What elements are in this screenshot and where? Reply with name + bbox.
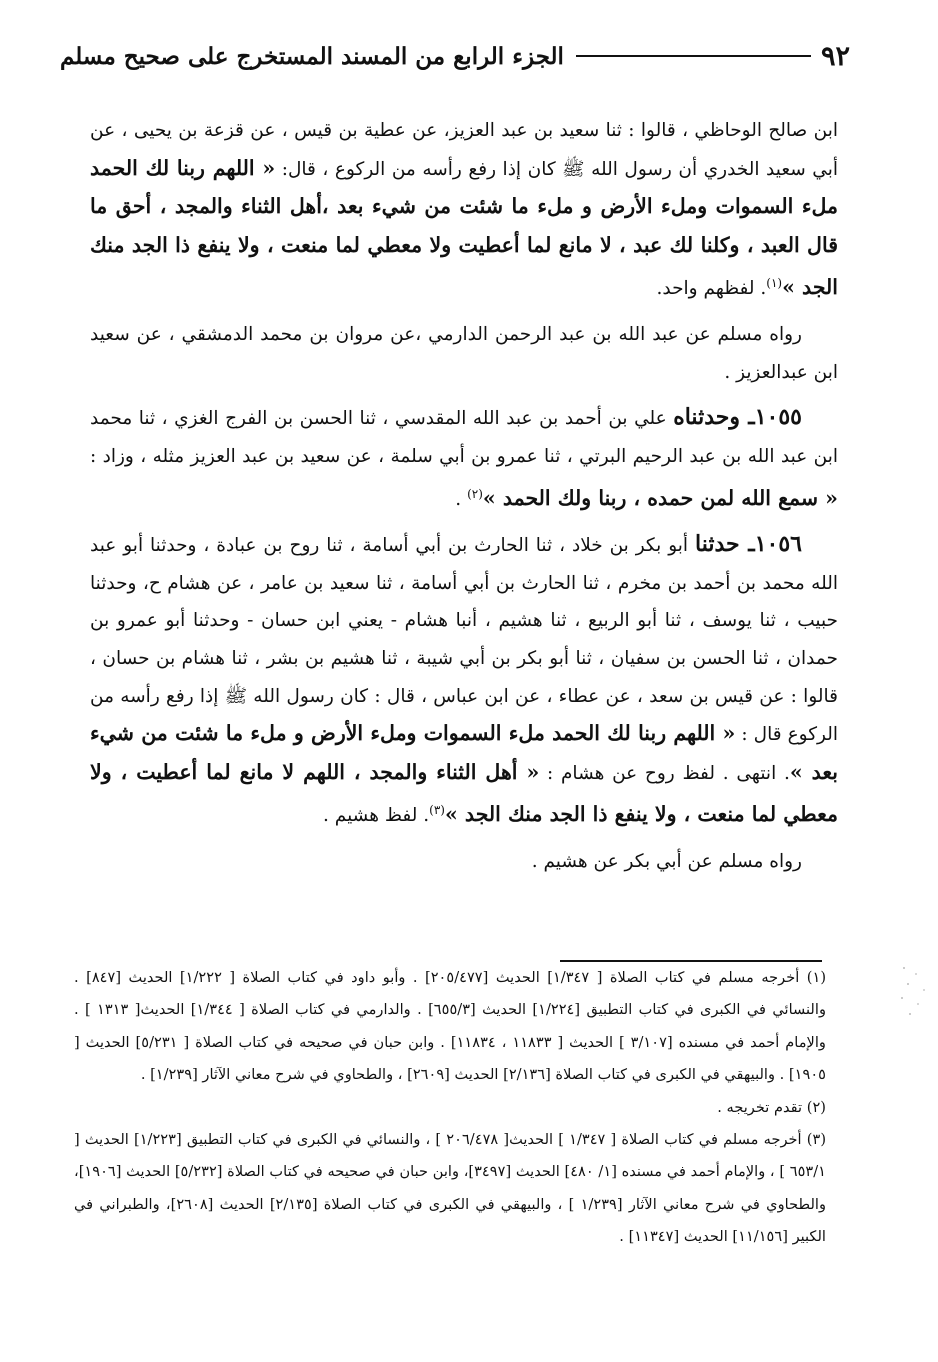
header-rule <box>576 55 811 57</box>
paragraph-2 <box>90 316 838 391</box>
hadith-quote: « اللهم ربنا لك الحمد ملء السموات وملء الأرض و ملء ما شئت من شيء بعد ،أهل الثناء والمجد ، أحق ما قال العبد ، وكلنا لك عبد ، لا مانع لما أعطيت ولا معطي لما منعت ، ولا ينفع ذا الجد منك الجد » <box>90 155 838 300</box>
hadith-isnad: أبو بكر بن خلاد ، ثنا الحارث بن أبي أسامة ، ثنا روح بن عبادة ، وحدثنا أبو عبد الله محمد بن أحمد بن مخرم ، ثنا الحارث بن أبي أسامة ، ثنا سعيد بن عامر ، عن هشام ح، وحدثنا حبيب ، ثنا يوسف ، ثنا أبو الربيع ، ثنا هشيم ، أنبا هشام - يعني ابن حسان - وحدثنا أبو عمرو بن حمدان ، ثنا الحسن بن سفيان ، ثنا أبو بكر بن أبي شيبة ، ثنا هشيم بن بشر ، ثنا هشام بن حسان ، قالوا : عن قيس بن سعد ، عن عطاء ، عن ابن عباس ، قال : كان رسول الله ﷺ إذا رفع رأسه من الركوع قال : <box>90 535 839 746</box>
paragraph-mid: . انتهى . لفظ روح عن هشام : <box>539 762 790 784</box>
main-text <box>90 112 838 881</box>
paragraph-5 <box>90 843 838 881</box>
scan-speckle-graphic <box>896 960 934 1024</box>
hadith-isnad: ابن صالح الوحاظي ، قالوا : ثنا سعيد بن عبد العزيز، عن عطية بن قيس ، عن قزعة بن يحيى ، عن أبي سعيد الخدري أن رسول الله ﷺ كان إذا رفع رأسه من الركوع ، قال: <box>90 120 839 180</box>
hadith-number: ١٠٥٦ <box>754 531 802 558</box>
hadith-opener: ـ وحدثناه <box>673 404 755 431</box>
paragraph-1 <box>90 112 838 308</box>
hadith-opener: ـ حدثنا <box>694 531 755 558</box>
hadith-1055 <box>90 399 838 518</box>
hadith-isnad: علي بن أحمد بن عبد الله المقدسي ، ثنا الحسن بن الفرج الغزي ، ثنا محمد ابن عبد الله بن عبد الرحيم البرتي ، ثنا عمرو بن أبي سلمة ، عن سعيد بن عبد العزيز مثله ، وزاد : <box>90 408 838 467</box>
footnote-2: (٢) تقدم تخريجه . <box>717 1098 826 1116</box>
hadith-quote: « اللهم ربنا لك الحمد ملء السموات وملء الأرض و ملء ما شئت من شيء بعد » <box>90 721 838 784</box>
narration-note: رواه مسلم عن عبد الله بن عبد الرحمن الدارمي ،عن مروان بن محمد الدمشقي ، عن سعيد ابن عبدالعزيز . <box>90 324 838 383</box>
footnotes <box>74 962 826 1254</box>
paragraph-tail: . لفظ هشيم . <box>323 805 430 827</box>
footnote-ref: (٣) <box>429 803 445 818</box>
hadith-1056 <box>90 526 838 835</box>
running-header <box>60 34 850 78</box>
footnote-ref: (١) <box>766 276 783 291</box>
hadith-quote-2: « أهل الثناء والمجد ، اللهم لا مانع لما أعطيت ، ولا معطي لما منعت ، ولا ينفع ذا الجد منك الجد » <box>90 759 838 827</box>
running-title: الجزء الرابع من المسند المستخرج على صحيح مسلم <box>60 42 564 70</box>
hadith-quote: « سمع الله لمن حمده ، ربنا ولك الحمد » <box>482 485 838 510</box>
scan-noise <box>896 960 934 1024</box>
footnote-ref: (٢) <box>467 486 483 501</box>
footnote-3: (٣) أخرجه مسلم في كتاب الصلاة [ ١/٣٤٧ ] الحديث[ ٢٠٦/٤٧٨ ] ، والنسائي في الكبرى في كتاب التطبيق [١/٢٢٣] الحديث [ ٦٥٣/١ ] ، والإمام أحمد في مسنده [١/ ٤٨٠] الحديث [٣٤٩٧]، وابن حبان في صحيحه في كتاب الصلاة [٥/٢٣٢] الحديث [١٩٠٦]، والطحاوي في شرح معاني الآثار [١/٢٣٩ ] ، والبيهقي في الكبرى في كتاب الصلاة [٢/١٣٥] الحديث [٢٦٠٨]، والطبراني في الكبير [١١/١٥٦] الحديث [١١٣٤٧] . <box>74 1131 827 1246</box>
paragraph-tail: . لفظهم واحد. <box>656 278 767 300</box>
page-number: ٩٢ <box>820 40 850 72</box>
paragraph-tail: . <box>455 488 468 510</box>
hadith-number: ١٠٥٥ <box>754 404 802 431</box>
narration-note: رواه مسلم عن أبي بكر عن هشيم . <box>531 851 802 873</box>
footnote-1: (١) أخرجه مسلم في كتاب الصلاة [ ١/٣٤٧] الحديث [٢٠٥/٤٧٧] . وأبو داود في كتاب الصلاة [ ١/٢٢٢] الحديث [٨٤٧] . والنسائي في الكبرى في كتاب التطبيق [١/٢٢٤] الحديث [٦٥٥/٣] . والدارمي في كتاب الصلاة [ ١/٣٤٤] الحديث[ ١٣١٣ ] . والإمام أحمد في مسنده [٣/١٠٧ ] الحديث [ ١١٨٣٣ ، ١١٨٣٤] . وابن حبان في صحيحه في كتاب الصلاة [ ٥/٢٣١] الحديث [ ١٩٠٥] . والبيهقي في الكبرى في كتاب الصلاة [٢/١٣٦] الحديث [٢٦٠٩] ، والطحاوي في شرح معاني الآثار [١/٢٣٩] . <box>74 969 827 1084</box>
